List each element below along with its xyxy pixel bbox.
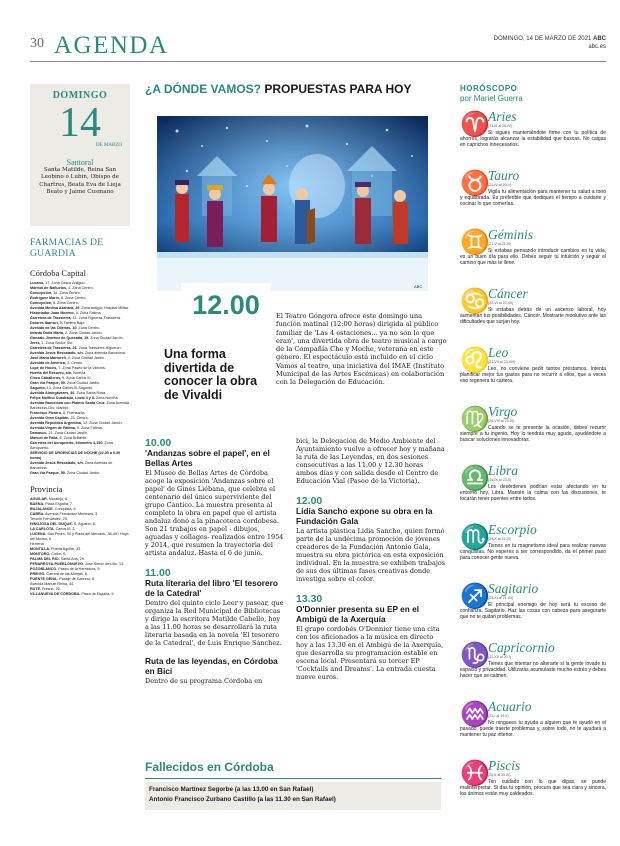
horoscope-sign xyxy=(460,345,606,404)
pharmacy-address: 9. Zona Fátima. xyxy=(75,426,103,430)
fallecidos-box xyxy=(145,782,441,810)
horoscope-sign xyxy=(460,109,606,168)
horoscope-title: HORÓSCOPO xyxy=(460,84,518,93)
event-text: El Museo de Bellas Artes de Córdoba acoge la exposición 'Andanzas sobre el papel' de Ginés Liébana, que celebra el centenario del único superviviente del grupo Cántico. La muestra presenta al completo la obra en papel que el artista andaluz donó a la pinacoteca cordobesa. Son 21 trabajos en papel - dibujos, aguadas y collages- realizados entre 1954 y 2014, que resumen la trayectoria del artista andaluz. Hasta el 6 de junio. xyxy=(145,469,284,557)
aquarius-icon: ♒ xyxy=(460,700,490,728)
kicker-question: ¿A DÓNDE VAMOS? xyxy=(145,82,261,96)
pharmacy-name: Jerez, xyxy=(30,341,41,345)
pharmacy-name: Francisco Pizarro, xyxy=(30,411,62,415)
feature-photo xyxy=(157,116,428,291)
pharmacy-name: Rodríguez Marín, xyxy=(30,296,60,300)
sign-dates: (22-VI al 22-VII) xyxy=(488,301,514,305)
pharmacy-address: 2. Zona Ciudad Jardín. xyxy=(64,331,103,335)
pharmacy-name: CABRA. xyxy=(30,512,45,516)
leo-icon: ♌ xyxy=(460,346,490,374)
pharmacy-name: Historiador Juan Moreno, xyxy=(30,311,75,315)
pharmacy-name: Avenida República Argentina, xyxy=(30,421,82,425)
pharmacy-name: AGUILAR. xyxy=(30,497,48,501)
pharmacy-address: 7. Zona Paseo de la Victoria. xyxy=(57,366,106,370)
pharmacy-address: Zona Avenida Barcelona-Circ. Madrid. xyxy=(30,401,129,410)
kicker xyxy=(145,82,411,96)
pharmacy-address: Avenida Fernández Meneses, 3. xyxy=(44,512,99,516)
pharmacy-entry xyxy=(30,592,130,597)
farmacias-title: FARMACIAS DE GUARDIA xyxy=(30,238,104,259)
sign-text: Ten cuidado con lo que digas, se puede malinterpretar. Si das tu opinión, procura que sea clara y sincera, los ánimos están muy caldeados. xyxy=(460,779,606,798)
event-title: Lidia Sancho expone su obra en la Fundación Gala xyxy=(296,506,433,526)
pharmacy-address: Avenida Manuel Reina, 44. xyxy=(30,582,75,586)
horoscope-sign xyxy=(460,699,606,758)
pharmacy-address: 41. Zona Figueras-Trassierra. xyxy=(71,316,122,320)
pharmacy-address: Carrera de las Monjas, 8. xyxy=(45,572,88,576)
pharmacy-address: Colón, 9. xyxy=(50,552,67,556)
pharmacy-address: Zona Avenida de Barcelona. xyxy=(30,461,113,470)
sign-dates: (21-I al 19-II) xyxy=(488,714,509,718)
sign-list xyxy=(460,109,606,817)
horoscope-sign xyxy=(460,522,606,581)
pharmacy-address: 13. Zona Carlos III-Sagunto. xyxy=(45,386,94,390)
sign-name: Sagitario xyxy=(488,581,539,596)
event-title: 'Andanzas sobre el papel', en el Bellas Artes xyxy=(145,448,270,468)
pharmacy-address: 21. Zona Ciudad Jardín. xyxy=(47,431,89,435)
pharmacy-name: Avenida Jesús Rescatado, s/n. xyxy=(30,461,84,465)
pharmacy-address: Santa Ana, 29. xyxy=(59,557,85,561)
sign-dates: (22-XII al 20-I) xyxy=(488,655,511,659)
pharmacy-address: 6. Zona Centro. xyxy=(52,301,79,305)
scorpio-icon: ♏ xyxy=(460,523,490,551)
pharmacy-address: Conquista, 6. xyxy=(53,507,77,511)
event-block xyxy=(296,593,446,681)
horoscope-sign xyxy=(460,758,606,817)
pharmacy-name: PRIEGO. xyxy=(30,572,46,576)
pharmacy-address: Plaza de España, 9. xyxy=(80,592,115,596)
event-title: O'Donnier presenta su EP en el Ambigú de la Axerquía xyxy=(296,604,420,624)
pharmacy-name: Avenida de América, xyxy=(30,361,67,365)
event-text: El grupo cordobés O'Donnier tiene una cita con los aficionados a la música en directo hoy a las 13.30 en el Ambigú de la Axerquía, que desarrolla su programación estable en escena local. Presentará su tercer EP 'Cocktails and Dreams'. La entrada cuesta nueve euros. xyxy=(296,625,444,681)
pharmacy-entry xyxy=(30,471,130,476)
pharmacy-address: Puerta Aguilar, 33. xyxy=(50,547,82,551)
events-column-1 xyxy=(145,437,285,695)
event-time: 11.00 xyxy=(145,567,171,579)
aries-icon: ♈ xyxy=(460,110,490,138)
feature-time: 12.00 xyxy=(181,283,271,327)
pharmacy-address: Zona Santa Rosa. xyxy=(75,391,107,395)
pharmacy-name: POZOBLANCO. xyxy=(30,567,58,571)
stage-illustration xyxy=(157,116,428,291)
fallecidos-title: Fallecidos en Córdoba xyxy=(145,760,274,774)
pharmacy-name: Avenida Virgen de Fátima, xyxy=(30,426,76,430)
pharmacy-address: 23. Centro. xyxy=(69,416,89,420)
pharmacy-name: PEÑARROYA-PUEBLONUEVO. xyxy=(30,562,84,566)
pharmacy-name: MONTILLA. xyxy=(30,547,51,551)
pharmacy-name: Avenida Jesús Rescatado, s/n. xyxy=(30,351,84,355)
pharmacy-entry xyxy=(30,401,130,411)
sign-text: Tienes en tu magnetismo ideal para realizar nuevas conquistas. No esperes a ser correspondido, da el primer paso para conocer gente nueva. xyxy=(460,543,606,562)
sign-dates: (23-XI al 21-XII) xyxy=(488,596,514,600)
pharmacy-name: Avenida de las Ollerías, 10. xyxy=(30,326,78,330)
horoscope-sign xyxy=(460,463,606,522)
pharmacy-list-urgencias xyxy=(30,461,130,476)
event-title: Ruta literaria del libro 'El tesorero de la Catedral' xyxy=(145,578,278,598)
event-title: Ruta de las leyendas, en Córdoba en Bici xyxy=(145,656,278,676)
libra-icon: ♎ xyxy=(460,464,490,492)
sign-name: Libra xyxy=(488,463,519,478)
horoscope xyxy=(460,84,606,817)
pharmacy-name: Carretera del Aeropuerto, kilómetro 4,150. xyxy=(30,441,104,445)
gemini-icon: ♊ xyxy=(460,228,490,256)
month-label: DE MARZO xyxy=(96,143,122,148)
pharmacy-name: BAENA. xyxy=(30,502,45,506)
feature-headline: Una forma divertida de conocer la obra de Vivaldi xyxy=(164,347,258,402)
pharmacy-name: Avenida Almogávares, 46. xyxy=(30,391,76,395)
pharmacy-name: Lucano, xyxy=(30,281,45,285)
pharmacy-name: MONTORO. xyxy=(30,552,51,556)
pharmacy-name: Manuel de Falla, xyxy=(30,436,59,440)
pharmacy-address: Paseo de la Herradura, 9. xyxy=(57,567,101,571)
event-block xyxy=(145,657,285,685)
pharmacy-name: Mármol de Bañuelos, xyxy=(30,286,68,290)
pharmacy-name: LA CARLOTA. xyxy=(30,527,55,531)
sign-dates: (20-II al 20-III) xyxy=(488,773,511,777)
pharmacy-address: 17. Zona Casco Antiguo. xyxy=(44,281,86,285)
pharmacy-name: Sagunto, xyxy=(30,386,46,390)
pharmacy-name: Dolores Ibarruri, xyxy=(30,321,59,325)
pharmacy-address: 12. Zona Ciudad Jardín. xyxy=(81,421,123,425)
pharmacy-name: Gran Vía Parque, 59. xyxy=(30,471,66,475)
pharmacy-name: Gonzalo Jiménez de Quesada, 19. xyxy=(30,336,90,340)
pharmacy-address: Zona Ciudad Jardín. xyxy=(89,336,124,340)
pharmacy-address: José Simón de Lillo, 13. xyxy=(83,562,125,566)
pharmacy-name: Avenida Medina Azahara, 29. xyxy=(30,306,81,310)
capricorn-icon: ♑ xyxy=(460,641,490,669)
sign-name: Escorpio xyxy=(488,522,537,537)
pharmacy-name: PALMA DEL RÍO. xyxy=(30,557,60,561)
feature-text: El Teatro Góngora ofrece este domingo una función matinal (12:00 horas) dirigida al público familiar de 'Las 4 estaciones... ya no son lo que eran', una divertida obra de teatro musical a cargo de la Compañía Che y Moche, veterana en este género. El espectáculo está incluido en el ciclo Vamos al teatro, una iniciativa del IMAE (Instituto Municipal de las Artes Escénicas) en colaboración con la Delegación de Educación. xyxy=(276,312,447,387)
pharmacy-address: Zona avenida Barcelona. xyxy=(83,351,126,355)
sign-name: Piscis xyxy=(488,758,521,773)
pharmacy-address: 8. Fuensanta. xyxy=(61,411,86,415)
pharmacy-address: S. Agustín, 6. xyxy=(72,522,96,526)
pharmacy-name: BUJALANCE. xyxy=(30,507,54,511)
pharmacy-address: 4. Zona Centro. xyxy=(67,286,94,290)
pharmacy-address: 6. Zona Brillante. xyxy=(58,436,88,440)
pharmacy-address: 3. Centro. xyxy=(66,361,84,365)
taurus-icon: ♉ xyxy=(460,169,490,197)
event-block xyxy=(296,495,446,583)
sign-dates: (23-VII al 23-VIII) xyxy=(488,360,516,364)
pharmacy-entry xyxy=(30,532,130,542)
pharmacy-name: HINOJOSA DEL DUQUE. xyxy=(30,522,73,526)
urgencias-block xyxy=(30,451,130,461)
sign-dates: (21-V al 21-VI) xyxy=(488,242,512,246)
events-column-2 xyxy=(296,437,446,691)
santoral-title: Santoral xyxy=(66,158,94,167)
event-block xyxy=(145,437,285,557)
sign-dates: (21-IV al 20-V) xyxy=(488,183,512,187)
sagittarius-icon: ♐ xyxy=(460,582,490,610)
pharmacy-address: Zona Trassierra-Higuerón. xyxy=(77,346,122,350)
pharmacy-name: Huerta del Recuero, s/n. xyxy=(30,371,73,375)
sign-name: Géminis xyxy=(488,227,533,242)
pharmacy-name: Concepción, xyxy=(30,291,53,295)
pharmacy-address: Pasaje de Cabrero, 6. xyxy=(58,577,96,581)
dateline xyxy=(494,35,606,51)
sign-text: Si estabas detrás de un ascenso laboral, hoy aumentan tus posibilidades. Cáncer. Mostrarte resolutivo ante las dificultades que surjan hoy. xyxy=(460,307,606,326)
sign-text: Vigila tu alimentación para mantener tu salud a tono y equilibrada. Es preferible que dediques el tiempo a cuidarte y cocinar lo que comerías. xyxy=(460,189,606,208)
provincia-title: Provincia xyxy=(30,484,63,494)
sign-dates: (24-X al 22-XI) xyxy=(488,537,512,541)
sign-text: Si sigues manteniéndote firme con tu política de ahorros, lograrás alcanzar la estabilidad que buscas. No caigas en caprichos innecesarios. xyxy=(460,130,606,149)
event-block xyxy=(296,437,446,485)
pharmacy-name: José María Martorell, xyxy=(30,356,67,360)
virgo-icon: ♍ xyxy=(460,405,490,433)
sign-text: Los desórdenes podrían estar afectando en tu entorno hoy, Libra. Mantén la calma con las discusiones, te tocarán tener puentes entre todos. xyxy=(460,484,606,503)
event-block xyxy=(145,567,285,647)
sign-name: Capricornio xyxy=(488,640,555,655)
pharmacy-name: LUCENA. xyxy=(30,532,47,536)
event-text: bici, la Delegación de Medio Ambiente del Ayuntamiento vuelve a ofrecer hoy y mañana la ruta de las Leyendas, en dos sesiones consecutivas a las 11.00 y 12.30 horas ambos días y con salida desde el Centro de Educación Vial (Paseo de la Victoria). xyxy=(296,437,445,485)
horoscope-sign xyxy=(460,640,606,699)
pharmacy-name: PUENTE GENIL. xyxy=(30,577,59,581)
horoscope-sign xyxy=(460,286,606,345)
pharmacy-address: Zona Aeropuerto. xyxy=(30,441,113,450)
pharmacy-address: San Pedro, 90 y Plaza del Mercado, 38-40 / Hoya del Molino, 6. xyxy=(30,532,129,541)
pharmacy-list-capital xyxy=(30,281,130,451)
pharmacy-name: Cinco Caballeros, xyxy=(30,376,62,380)
sign-text: Leo, no conviene pedir tantos préstamos. Intenta planificar mejor tus gastos para no recurrir a ellos, que a veces eso regenera tu cartera. xyxy=(460,366,606,385)
pharmacy-address: Tenorio Fernández, 25. xyxy=(30,517,68,521)
horoscope-sign xyxy=(460,168,606,227)
pharmacy-list-provincia xyxy=(30,497,130,597)
pharmacy-address: Zona Noreña. xyxy=(94,396,119,400)
sign-text: Si estabas pensando introducir cambios en tu vida, es un buen día para ello. Debes seguir tu intuición y seguir el camino que más te llene. xyxy=(460,248,606,267)
capital-title: Córdoba Capital xyxy=(30,268,86,278)
horoscope-sign xyxy=(460,227,606,286)
kicker-title: PROPUESTAS PARA HOY xyxy=(261,82,412,96)
pharmacy-name: Lope de Hoces, xyxy=(30,366,58,370)
pharmacy-name: Avenida Gran Capitán, xyxy=(30,416,70,420)
site-name: abc.es xyxy=(588,44,606,50)
event-text: Dentro de su programa Córdoba en xyxy=(145,677,263,685)
event-time: 10.00 xyxy=(145,437,172,449)
pharmacy-address: Fresno, 26. xyxy=(41,587,61,591)
pharmacy-name: Carretera de Trassierra, xyxy=(30,316,72,320)
sign-name: Tauro xyxy=(488,168,520,183)
pharmacy-address: 4. Zona Ciudad Jardín. xyxy=(66,356,106,360)
brand-name: ABC xyxy=(593,36,606,42)
left-column xyxy=(30,84,130,597)
fallecido-item: Francisco Martínez Segorbe (a las 13.00 en San Rafael) xyxy=(149,786,314,793)
pharmacy-name: Carretera de Trassierra, 26. xyxy=(30,346,78,350)
pharmacy-name: Avenida Barcelona con Platero Santa Cruz. xyxy=(30,401,106,405)
event-time: 13.30 xyxy=(296,593,323,605)
event-time: 12.00 xyxy=(296,495,323,507)
pharmacy-address: 1. Zona Sector Sur. xyxy=(40,341,74,345)
pharmacy-address: 9. Zona Carlos III. xyxy=(61,376,92,380)
sign-text: El principal enemigo de hoy será tu exceso de confianza, Sagitario. Haz las cosas con cabeza para asegurarte que no te quitan problemas. xyxy=(460,602,606,621)
horoscope-sign xyxy=(460,581,606,640)
pharmacy-entry xyxy=(30,441,130,451)
sign-name: Acuario xyxy=(488,699,532,714)
photo-credit: ABC xyxy=(414,284,423,289)
weekday: DOMINGO xyxy=(52,90,108,101)
pisces-icon: ♓ xyxy=(460,759,490,787)
fallecido-item: Antonio Francisco Zurbano Castillo (a las 11.30 en San Rafael) xyxy=(149,795,336,803)
pharmacy-name: Infanta Doña María, xyxy=(30,331,65,335)
santoral-text: Santa Matilde, Reina San Leobino o Lubin, Obispo de Chartres, Beata Eva de Lieja Beato y Jaime Cusmano xyxy=(39,167,121,196)
page-number: 30 xyxy=(30,36,44,51)
pharmacy-name: Concepción, xyxy=(30,301,53,305)
event-text: Dentro del quinto ciclo Leer y pasear, que organiza la Red Municipal de Bibliotecas y dirige la escritora Matilde Cabello, hoy a las 11.00 horas se desarrollará la ruta literaria basada en la novela 'El tesorero de la Catedral', de Luis Enrique Sánchez. xyxy=(145,599,284,647)
pharmacy-address: 8. Zona Centro. xyxy=(59,296,87,300)
fallecidos-rule xyxy=(145,778,441,779)
day-number: 14 xyxy=(59,100,101,146)
horoscope-sign xyxy=(460,404,606,463)
pharmacy-address: 16. Zona Centro. xyxy=(52,291,81,295)
sign-dates: (24-IX al 23-X) xyxy=(488,478,512,482)
sign-text: Tienes que intentar no alterarte si la gente invade tu espacio y privacidad. Utilizarás acumulaste mucho estrés y debes hacer que se calmen. xyxy=(460,661,606,680)
pharmacy-name: Gran Vía Parque, 59. xyxy=(30,381,66,385)
sign-name: Cáncer xyxy=(488,286,528,301)
sign-name: Aries xyxy=(488,109,517,124)
event-text: La artista plástica Lidia Sancho, quien formó parte de la undécima promoción de jóvenes creadores de la Fundación Antonio Gala, muestra su obra pictórica en esta exposición individual. En la muestra se exhiben trabajos de sus dos últimas fases creativas donde investiga sobre el color. xyxy=(296,527,446,583)
pharmacy-address: Moralejo, 6. xyxy=(47,497,69,501)
pharmacy-name: VILLANUEVA DE CÓRDOBA. xyxy=(30,592,81,596)
pharmacy-name: Damasco, xyxy=(30,431,48,435)
sign-name: Virgo xyxy=(488,404,518,419)
pharmacy-address: Zona Centro. xyxy=(77,326,100,330)
pharmacy-name: RUTE. xyxy=(30,587,42,591)
pharmacy-address: 4. Zona Fátima. xyxy=(74,311,102,315)
sign-text: Cuando se te presente la ocasión, debes recurrir siempre a tu ingenio. Hoy lo tendrás muy agudo, ayudándote a buscar soluciones innovadoras. xyxy=(460,425,606,444)
pharmacy-address: Carlos III, 3. xyxy=(54,527,76,531)
sign-name: Leo xyxy=(488,345,509,360)
cancer-icon: ♋ xyxy=(460,287,490,315)
pharmacy-address: Plaza España, 7. xyxy=(44,502,74,506)
sign-dates: (21-III al 20-IV) xyxy=(488,124,512,128)
pharmacy-address: Herrería. xyxy=(30,542,45,546)
pharmacy-address: Zona antiguo Hospital Militar. xyxy=(80,306,129,310)
section-title: AGENDA xyxy=(54,32,169,59)
pharmacy-address: Noreña. xyxy=(72,371,87,375)
pharmacy-address: Zona Ciudad Jardín. xyxy=(65,471,101,475)
urgencias-title: SERVICIO DE URGENCIAS DE NOCHE (22.00 a 9.30 horas) xyxy=(30,451,121,460)
horoscope-author: por Mariel Guerra xyxy=(460,94,523,103)
pharmacy-address: Zona Ciudad Jardín. xyxy=(65,381,101,385)
day-box xyxy=(30,84,130,226)
masthead xyxy=(30,30,606,62)
pharmacy-address: 5. Tablero Bajo. xyxy=(58,321,86,325)
sign-text: No ninguees tu ayuda a alguien que te ayudó en el pasado, puede traerte problemas y, sobre todo, no te ayudará a mantener tu paz interior. xyxy=(460,720,606,739)
issue-date: DOMINGO, 14 DE MARZO DE 2021 xyxy=(493,36,592,42)
pharmacy-name: Felipe Molfino Cuadrado, Local 4 y 5. xyxy=(30,396,95,400)
sign-dates: (24-VIII al 23-IX) xyxy=(488,419,515,423)
pharmacy-entry xyxy=(30,461,130,471)
